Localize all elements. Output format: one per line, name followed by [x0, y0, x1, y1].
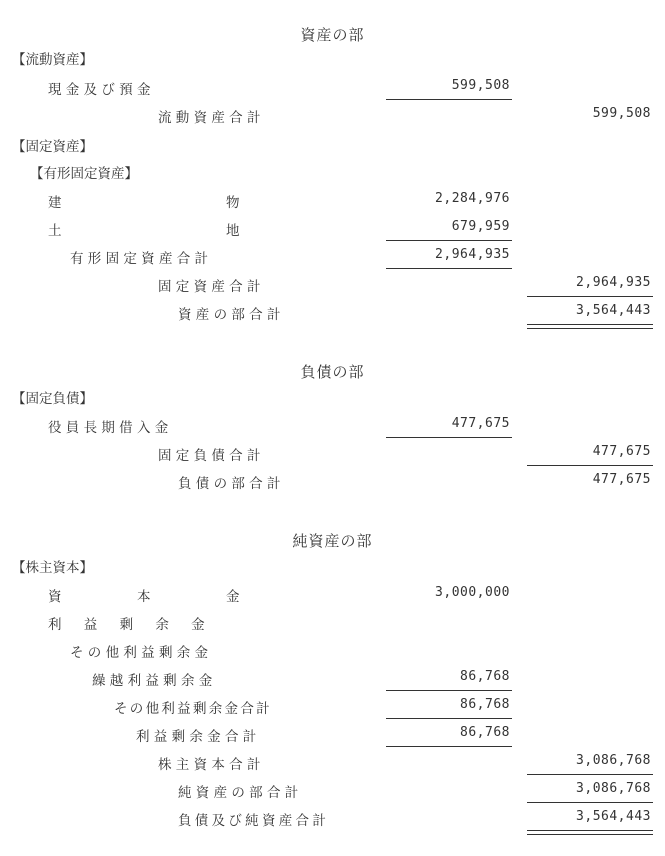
underline-tangible-total [386, 268, 512, 269]
cash-row [0, 74, 665, 102]
current-assets-header: 【流動資産】 [12, 52, 93, 68]
fixed-assets-header-row [0, 131, 665, 159]
assets-total-label: 資 産 の 部 合 計 [178, 307, 281, 323]
tangible-total-row [0, 243, 665, 271]
fixed-assets-total-label: 固 定 資 産 合 計 [158, 279, 261, 295]
land-value: 679,959 [451, 219, 510, 234]
underline-net-assets-total [527, 802, 653, 803]
tangible-header-row [0, 158, 665, 186]
fixed-liabilities-header-row [0, 383, 665, 411]
net-assets-total-label: 純 資 産 の 部 合 計 [178, 785, 299, 801]
other-retained-label: そ の 他 利 益 剰 余 金 [70, 645, 209, 661]
carried-forward-value: 86,768 [460, 669, 510, 684]
fixed-assets-total-value: 2,964,935 [576, 275, 651, 290]
capital-row [0, 581, 665, 609]
double-underline-grand-total [527, 830, 653, 835]
fixed-liabilities-total-value: 477,675 [592, 444, 651, 459]
double-underline-assets-total [527, 324, 653, 329]
current-assets-total-row [0, 102, 665, 130]
fixed-assets-total-row [0, 271, 665, 299]
cash-value: 599,508 [451, 78, 510, 93]
tangible-assets-header: 【有形固定資産】 [30, 166, 138, 182]
carried-forward-row [0, 665, 665, 693]
carried-forward-label: 繰 越 利 益 剰 余 金 [92, 673, 213, 689]
building-row [0, 187, 665, 215]
underline-carried-forward [386, 690, 512, 691]
underline-retained-total [386, 746, 512, 747]
liabilities-section-title: 負債の部 [300, 363, 365, 381]
retained-earnings-label: 利 益 剰 余 金 [48, 617, 205, 633]
equity-total-row [0, 749, 665, 777]
underline-land [386, 240, 512, 241]
current-assets-header-row [0, 44, 665, 72]
fixed-liabilities-header: 【固定負債】 [12, 391, 93, 407]
underline-fixed-total [527, 296, 653, 297]
assets-section-title: 資産の部 [300, 26, 365, 44]
retained-total-row [0, 721, 665, 749]
grand-total-row [0, 805, 665, 833]
fixed-assets-header: 【固定資産】 [12, 139, 93, 155]
capital-label-1: 資 [48, 589, 62, 605]
tangible-total-label: 有 形 固 定 資 産 合 計 [70, 251, 209, 267]
equity-header-row [0, 552, 665, 580]
net-assets-section-title: 純資産の部 [292, 532, 373, 550]
grand-total-value: 3,564,443 [576, 809, 651, 824]
building-label-1: 建 [48, 195, 62, 211]
grand-total-label: 負 債 及 び 純 資 産 合 計 [178, 813, 326, 829]
other-retained-total-row [0, 693, 665, 721]
building-label-2: 物 [226, 195, 240, 211]
land-label-1: 土 [48, 223, 62, 239]
current-assets-total-label: 流 動 資 産 合 計 [158, 110, 261, 126]
net-assets-total-row [0, 777, 665, 805]
equity-total-label: 株 主 資 本 合 計 [158, 757, 261, 773]
officer-loan-row [0, 412, 665, 440]
equity-total-value: 3,086,768 [576, 753, 651, 768]
liabilities-total-row [0, 468, 665, 496]
underline-other-retained-total [386, 718, 512, 719]
capital-label-3: 金 [226, 589, 240, 605]
building-value: 2,284,976 [435, 191, 510, 206]
retained-total-label: 利 益 剰 余 金 合 計 [136, 729, 257, 745]
other-retained-row [0, 637, 665, 665]
land-row [0, 215, 665, 243]
fixed-liabilities-total-label: 固 定 負 債 合 計 [158, 448, 261, 464]
retained-earnings-row [0, 609, 665, 637]
underline-officer-loan [386, 437, 512, 438]
net-assets-total-value: 3,086,768 [576, 781, 651, 796]
cash-label: 現 金 及 び 預 金 [48, 82, 151, 98]
officer-loan-label: 役 員 長 期 借 入 金 [48, 420, 169, 436]
equity-header: 【株主資本】 [12, 560, 93, 576]
capital-label-2: 本 [137, 589, 151, 605]
liabilities-total-value: 477,675 [592, 472, 651, 487]
liabilities-total-label: 負 債 の 部 合 計 [178, 476, 281, 492]
other-retained-total-value: 86,768 [460, 697, 510, 712]
underline-fixed-liabilities-total [527, 465, 653, 466]
retained-total-value: 86,768 [460, 725, 510, 740]
assets-total-value: 3,564,443 [576, 303, 651, 318]
tangible-total-value: 2,964,935 [435, 247, 510, 262]
officer-loan-value: 477,675 [451, 416, 510, 431]
underline-cash [386, 99, 512, 100]
land-label-2: 地 [226, 223, 240, 239]
assets-total-row [0, 299, 665, 327]
fixed-liabilities-total-row [0, 440, 665, 468]
underline-equity-total [527, 774, 653, 775]
other-retained-total-label: そ の 他 利 益 剰 余 金 合 計 [114, 701, 270, 717]
capital-value: 3,000,000 [435, 585, 510, 600]
current-assets-total-value: 599,508 [592, 106, 651, 121]
